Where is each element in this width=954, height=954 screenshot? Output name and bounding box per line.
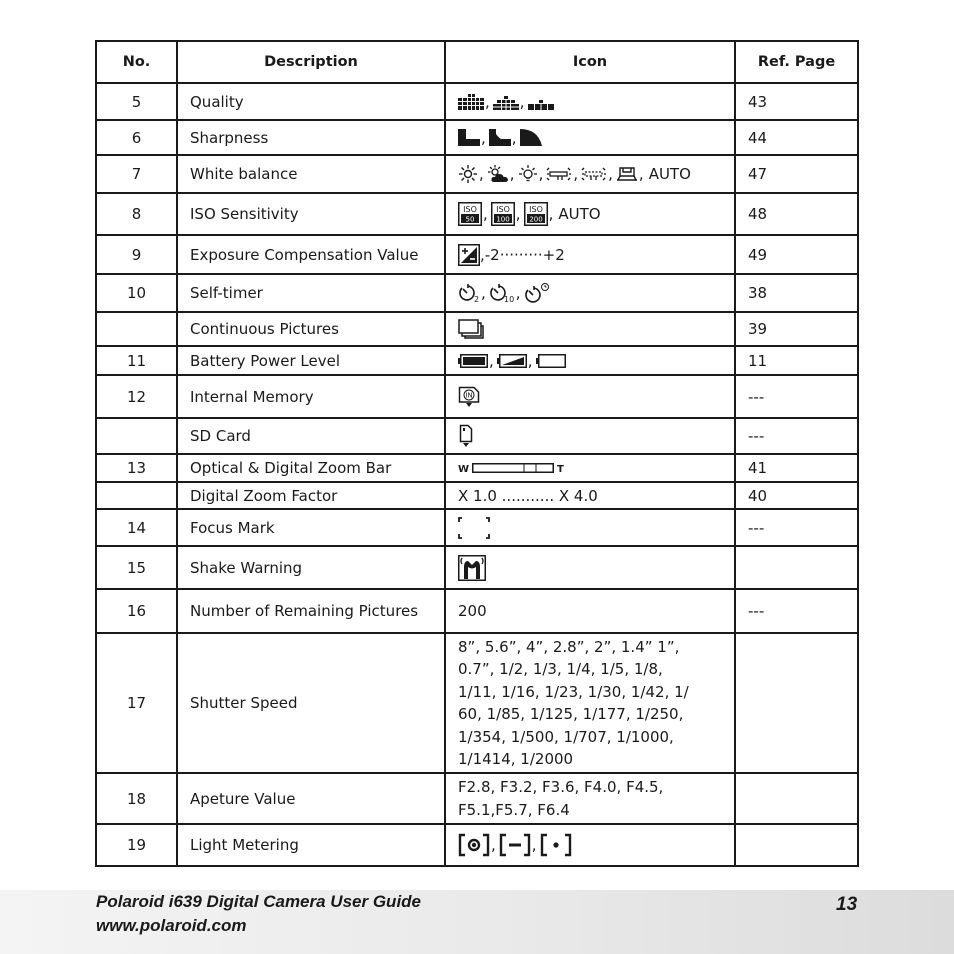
row-no: 10 [96,274,177,312]
quality-normal-icon [493,94,519,110]
continuous-icon [458,319,484,339]
footer-url[interactable]: www.polaroid.com [96,916,247,935]
reference-table [95,40,859,867]
row-description: ISO Sensitivity [177,193,445,235]
row-description: Shake Warning [177,546,445,589]
row-description: Sharpness [177,120,445,155]
row-no: 13 [96,454,177,482]
row-ref: 48 [735,193,858,235]
text-line: 8”, 5.6”, 4”, 2.8”, 2”, 1.4” 1”, [458,637,680,656]
quality-fine-icon [458,94,484,110]
row-description: Self-timer [177,274,445,312]
row-ref: --- [735,375,858,418]
table-row [96,120,858,155]
remaining-pictures-value: 200 [445,589,735,633]
table-row [96,454,858,482]
text-line: 0.7”, 1/2, 1/3, 1/4, 1/5, 1/8, [458,660,663,678]
svg-text:50: 50 [465,215,475,224]
row-no [96,482,177,509]
timer-10s-icon [489,283,515,303]
row-icons: , , [445,824,735,866]
row-description: Internal Memory [177,375,445,418]
wb-cloudy-icon [487,165,509,183]
header-description: Description [177,41,445,83]
row-ref: --- [735,509,858,546]
row-icons: , , , , , , AUTO [445,155,735,193]
header-icon: Icon [445,41,735,83]
row-description: Battery Power Level [177,346,445,375]
battery-half-icon [497,354,527,368]
row-icons: , , [445,120,735,155]
row-ref [735,773,858,824]
table-row [96,418,858,454]
svg-text:ISO: ISO [495,205,510,214]
shutter-speed-values [445,633,735,773]
header-ref-page: Ref. Page [735,41,858,83]
text-line: 1/354, 1/500, 1/707, 1/1000, [458,727,674,746]
table-row [96,235,858,274]
table-row [96,773,858,824]
timer-double-icon [524,282,550,304]
sharpness-normal-icon [489,129,511,146]
table-row [96,482,858,509]
text-line: F5.1,F5.7, F6.4 [458,800,570,819]
iso-auto-label: AUTO [558,205,601,223]
svg-text:100: 100 [496,215,510,224]
zoom-factor-value: X 1.0 ........... X 4.0 [445,482,735,509]
quality-economy-icon [528,94,554,110]
metering-spot-icon [540,833,572,857]
row-icons: , , [445,346,735,375]
row-no: 16 [96,589,177,633]
row-icons [445,454,735,482]
iso-100-icon [491,202,515,226]
wb-custom-icon [616,165,638,183]
row-no [96,418,177,454]
row-description: Shutter Speed [177,633,445,773]
row-ref: --- [735,418,858,454]
row-no: 18 [96,773,177,824]
table-row [96,589,858,633]
battery-full-icon [458,354,488,368]
row-no: 7 [96,155,177,193]
row-icons: 2 , 10 , [445,274,735,312]
table-row [96,155,858,193]
text-line: 1/1414, 1/2000 [458,750,574,768]
svg-text:ISO: ISO [463,205,477,214]
row-no: 19 [96,824,177,866]
svg-text:200: 200 [528,215,543,224]
text-line: 60, 1/85, 1/125, 1/177, 1/250, [458,705,684,723]
row-icons [445,418,735,454]
row-ref: 39 [735,312,858,346]
timer-2s-icon [458,283,480,303]
row-ref: 43 [735,83,858,120]
row-ref: 40 [735,482,858,509]
row-ref: 47 [735,155,858,193]
iso-50-icon [458,202,482,226]
wb-auto-label: AUTO [648,165,691,183]
table-row [96,193,858,235]
internal-memory-icon [458,386,480,408]
svg-text:T: T [557,464,564,475]
row-icons: , , [445,83,735,120]
zoom-bar-icon [458,461,568,475]
row-ref: 41 [735,454,858,482]
table-row [96,312,858,346]
exposure-compensation-icon [458,244,480,266]
row-no: 15 [96,546,177,589]
svg-text:ISO: ISO [528,205,543,214]
row-ref [735,824,858,866]
table-row [96,83,858,120]
row-description: Light Metering [177,824,445,866]
row-no: 6 [96,120,177,155]
row-description: Digital Zoom Factor [177,482,445,509]
row-no: 17 [96,633,177,773]
sd-card-icon [458,424,474,448]
battery-empty-icon [536,354,566,368]
row-no: 8 [96,193,177,235]
table-row [96,546,858,589]
page-number: 13 [836,894,858,915]
table-row [96,375,858,418]
row-ref: --- [735,589,858,633]
shake-warning-icon [458,555,486,581]
row-description: Optical & Digital Zoom Bar [177,454,445,482]
sharpness-hard-icon [458,129,480,146]
svg-text:10: 10 [503,295,514,303]
row-description: Focus Mark [177,509,445,546]
wb-daylight-icon [458,165,478,183]
row-no: 9 [96,235,177,274]
row-no: 11 [96,346,177,375]
svg-text:2: 2 [474,295,480,303]
row-icons [445,312,735,346]
table-row [96,346,858,375]
row-description: Exposure Compensation Value [177,235,445,274]
row-icons [445,546,735,589]
table-row [96,274,858,312]
row-ref: 38 [735,274,858,312]
row-description: Continuous Pictures [177,312,445,346]
footer-title: Polaroid i639 Digital Camera User Guide [96,892,422,911]
aperture-values [445,773,735,824]
row-description: Quality [177,83,445,120]
table-row [96,633,858,773]
row-no [96,312,177,346]
row-ref: 11 [735,346,858,375]
row-description: Apeture Value [177,773,445,824]
row-description: SD Card [177,418,445,454]
row-icons: ISO 50 , ISO 100 , ISO 200 , AUTO [445,193,735,235]
row-ref [735,546,858,589]
text-line: 1/11, 1/16, 1/23, 1/30, 1/42, 1/ [458,682,689,701]
wb-fluorescent1-icon [546,165,572,183]
row-no: 14 [96,509,177,546]
wb-tungsten-icon [518,165,538,183]
table-row [96,824,858,866]
row-icons [445,375,735,418]
exposure-range-label: ,-2·········+2 [480,245,565,264]
metering-average-icon [499,833,531,857]
row-ref: 49 [735,235,858,274]
row-icons [445,509,735,546]
metering-center-icon [458,833,490,857]
row-ref: 44 [735,120,858,155]
row-no: 5 [96,83,177,120]
svg-text:W: W [458,464,470,475]
row-description: White balance [177,155,445,193]
iso-200-icon [524,202,548,226]
sharpness-soft-icon [520,129,542,146]
header-no: No. [96,41,177,83]
focus-mark-icon [458,517,490,539]
text-line: F2.8, F3.2, F3.6, F4.0, F4.5, [458,778,664,796]
row-icons [445,235,735,274]
row-no: 12 [96,375,177,418]
table-header-row [96,41,858,83]
table-row [96,509,858,546]
svg-text:IN: IN [465,391,473,399]
wb-fluorescent2-icon [581,165,607,183]
row-description: Number of Remaining Pictures [177,589,445,633]
row-ref [735,633,858,773]
